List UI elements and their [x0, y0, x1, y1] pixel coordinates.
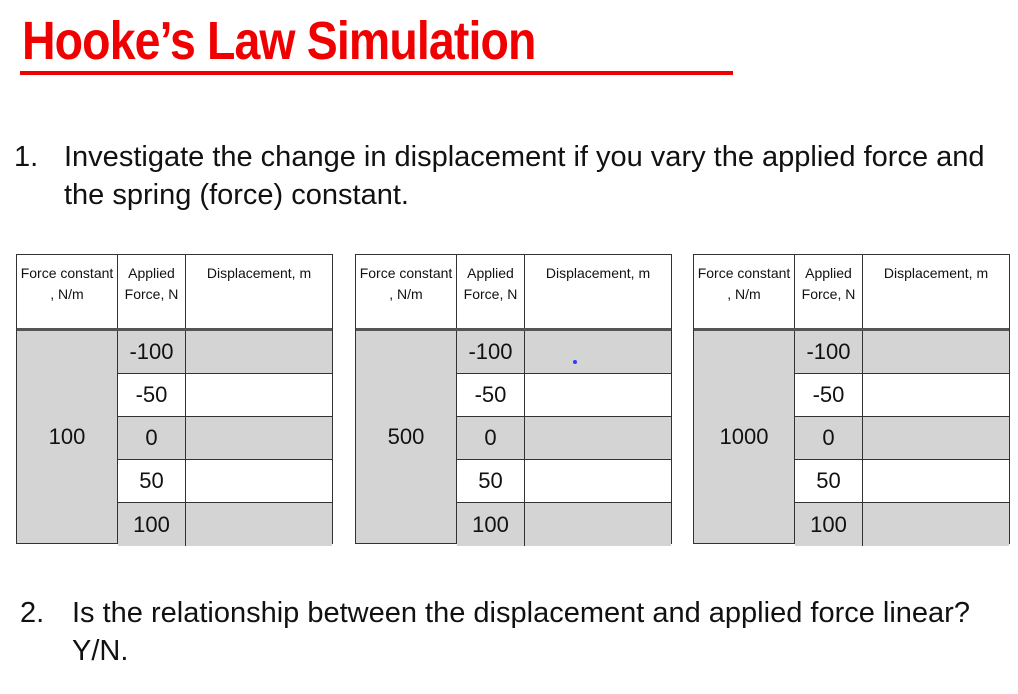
displacement-cell[interactable]	[186, 503, 332, 546]
data-table-3	[693, 254, 1010, 544]
force-constant-cell: 100	[17, 331, 118, 543]
header-displacement: Displacement, m	[883, 265, 989, 281]
table-row	[795, 374, 1009, 417]
header-force-constant: Force constant , N/m	[694, 255, 795, 329]
table-row	[457, 460, 671, 503]
table-row	[118, 417, 332, 460]
displacement-cell[interactable]	[863, 417, 1009, 459]
header-displacement: Displacement, m	[206, 265, 312, 281]
header-applied-force: Applied Force, N	[118, 255, 186, 329]
table-row	[795, 417, 1009, 460]
displacement-cell[interactable]	[525, 374, 671, 416]
applied-force-cell: 100	[118, 503, 186, 546]
displacement-cell[interactable]	[525, 331, 671, 373]
table-header	[694, 255, 1009, 329]
displacement-cell[interactable]	[863, 503, 1009, 546]
displacement-cell[interactable]	[186, 374, 332, 416]
displacement-cell[interactable]	[186, 460, 332, 502]
applied-force-cell: 0	[795, 417, 863, 459]
question-2	[20, 594, 1010, 678]
table-row	[118, 374, 332, 417]
header-applied-force: Applied Force, N	[457, 255, 525, 329]
displacement-cell[interactable]	[525, 460, 671, 502]
table-row	[118, 460, 332, 503]
table-row	[457, 374, 671, 417]
table-row	[118, 331, 332, 374]
applied-force-cell: 50	[795, 460, 863, 502]
header-force-constant: Force constant , N/m	[17, 255, 118, 329]
table-header	[356, 255, 671, 329]
question-2-number: 2.	[20, 597, 45, 629]
question-1	[14, 138, 1004, 218]
applied-force-cell: -50	[795, 374, 863, 416]
header-applied-force: Applied Force, N	[795, 255, 863, 329]
header-displacement: Displacement, m	[545, 265, 651, 281]
page-title: Hooke’s Law Simulation	[22, 11, 536, 71]
applied-force-cell: -100	[457, 331, 525, 373]
force-constant-cell: 500	[356, 331, 457, 543]
table-row	[795, 503, 1009, 546]
question-2-text: Is the relationship between the displacement and applied force linear? Y/N.	[72, 597, 970, 667]
question-1-number: 1.	[14, 141, 39, 173]
applied-force-cell: 0	[118, 417, 186, 459]
table-header	[17, 255, 332, 329]
table-row	[457, 417, 671, 460]
displacement-cell[interactable]	[525, 417, 671, 459]
cursor-dot	[573, 360, 577, 364]
displacement-cell[interactable]	[863, 331, 1009, 373]
applied-force-cell: 0	[457, 417, 525, 459]
header-force-constant: Force constant , N/m	[356, 255, 457, 329]
data-table-2	[355, 254, 672, 544]
applied-force-cell: -100	[118, 331, 186, 373]
data-table-1	[16, 254, 333, 544]
title-underline	[20, 71, 733, 75]
displacement-cell[interactable]	[863, 374, 1009, 416]
question-1-text: Investigate the change in displacement if you vary the applied force and the spring (force) constant.	[64, 141, 985, 211]
applied-force-cell: -50	[457, 374, 525, 416]
table-row	[457, 503, 671, 546]
applied-force-cell: 100	[457, 503, 525, 546]
displacement-cell[interactable]	[186, 331, 332, 373]
applied-force-cell: 50	[118, 460, 186, 502]
table-row	[795, 331, 1009, 374]
displacement-cell[interactable]	[186, 417, 332, 459]
displacement-cell[interactable]	[525, 503, 671, 546]
applied-force-cell: 100	[795, 503, 863, 546]
displacement-cell[interactable]	[863, 460, 1009, 502]
applied-force-cell: -50	[118, 374, 186, 416]
applied-force-cell: -100	[795, 331, 863, 373]
table-row	[118, 503, 332, 546]
table-row	[795, 460, 1009, 503]
applied-force-cell: 50	[457, 460, 525, 502]
table-row	[457, 331, 671, 374]
force-constant-cell: 1000	[694, 331, 795, 543]
